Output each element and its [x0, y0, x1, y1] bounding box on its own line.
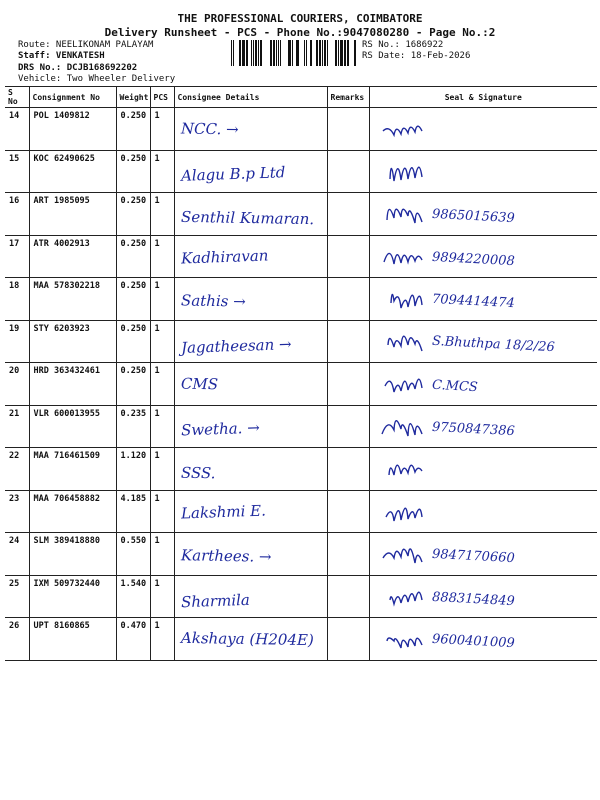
- row-sno: 14: [5, 108, 29, 151]
- company-title: THE PROFESSIONAL COURIERS, COIMBATORE: [177, 12, 423, 25]
- row-signature: [369, 490, 597, 533]
- runsheet-table: [5, 87, 597, 661]
- row-pcs: 1: [150, 108, 174, 151]
- barcode-bar: [322, 40, 323, 66]
- row-pcs: 1: [150, 278, 174, 321]
- row-sno: 15: [5, 150, 29, 193]
- row-consignee: [174, 448, 327, 491]
- row-signature: [369, 533, 597, 576]
- row-consignment-no: HRD 363432461: [29, 363, 116, 406]
- table-row: [5, 108, 597, 151]
- barcode: [228, 40, 356, 66]
- row-consignee: [174, 490, 327, 533]
- row-consignee: [174, 405, 327, 448]
- rs-no-label: RS No.: 1686922: [362, 40, 444, 50]
- table-row: [5, 320, 597, 363]
- barcode-bar: [258, 40, 259, 66]
- row-consignment-no: STY 6203923: [29, 320, 116, 363]
- barcode-bar: [233, 40, 234, 66]
- barcode-bar: [246, 40, 248, 66]
- row-remarks: [327, 150, 369, 193]
- row-signature: [369, 448, 597, 491]
- table-row: [5, 405, 597, 448]
- row-weight: 1.540: [116, 575, 150, 618]
- barcode-bar: [280, 40, 281, 66]
- row-remarks: [327, 108, 369, 151]
- row-consignment-no: ATR 4002913: [29, 235, 116, 278]
- row-consignment-no: VLR 600013955: [29, 405, 116, 448]
- row-pcs: 1: [150, 150, 174, 193]
- col-sno: S No: [5, 87, 29, 108]
- col-weight: Weight: [116, 87, 150, 108]
- row-sno: 19: [5, 320, 29, 363]
- row-weight: 0.250: [116, 320, 150, 363]
- row-pcs: 1: [150, 320, 174, 363]
- row-pcs: 1: [150, 575, 174, 618]
- col-seal: Seal & Signature: [369, 87, 597, 108]
- barcode-bar: [319, 40, 321, 66]
- row-pcs: 1: [150, 235, 174, 278]
- row-signature: [369, 575, 597, 618]
- row-consignee: [174, 193, 327, 236]
- row-sno: 20: [5, 363, 29, 406]
- row-pcs: 1: [150, 533, 174, 576]
- row-weight: 0.250: [116, 150, 150, 193]
- row-consignment-no: KOC 62490625: [29, 150, 116, 193]
- barcode-bar: [276, 40, 277, 66]
- row-remarks: [327, 320, 369, 363]
- row-weight: 1.120: [116, 448, 150, 491]
- row-remarks: [327, 405, 369, 448]
- rs-date-label: RS Date: 18-Feb-2026: [362, 51, 471, 61]
- col-pcs: PCS: [150, 87, 174, 108]
- row-signature: [369, 235, 597, 278]
- handwritten-seal-text: 9894220008: [431, 249, 515, 269]
- row-sno: 25: [5, 575, 29, 618]
- route-label: Route: NEELIKONAM PALAYAM: [18, 40, 154, 50]
- runsheet-subtitle: Delivery Runsheet - PCS - Phone No.:9047080280 - Page No.:2: [104, 26, 496, 39]
- row-sno: 18: [5, 278, 29, 321]
- row-consignment-no: SLM 389418880: [29, 533, 116, 576]
- barcode-bar: [292, 40, 293, 66]
- table-row: [5, 448, 597, 491]
- row-remarks: [327, 533, 369, 576]
- barcode-bar: [310, 40, 312, 66]
- handwritten-seal-text: 9750847386: [431, 419, 515, 439]
- row-pcs: 1: [150, 193, 174, 236]
- staff-label: Staff: VENKATESH: [18, 51, 105, 61]
- col-consignment: Consignment No: [29, 87, 116, 108]
- row-remarks: [327, 575, 369, 618]
- barcode-bar: [251, 40, 252, 66]
- row-sno: 16: [5, 193, 29, 236]
- row-signature: [369, 618, 597, 661]
- barcode-bar: [335, 40, 337, 66]
- row-consignee: [174, 575, 327, 618]
- row-pcs: 1: [150, 448, 174, 491]
- row-consignment-no: MAA 716461509: [29, 448, 116, 491]
- row-consignment-no: MAA 706458882: [29, 490, 116, 533]
- drs-label: DRS No.: DCJB168692202: [18, 63, 138, 73]
- row-consignment-no: IXM 509732440: [29, 575, 116, 618]
- row-consignment-no: POL 1409812: [29, 108, 116, 151]
- vehicle-label: Vehicle: Two Wheeler Delivery: [18, 74, 176, 84]
- barcode-bar: [316, 40, 318, 66]
- row-consignee: [174, 235, 327, 278]
- table-row: [5, 278, 597, 321]
- row-sno: 21: [5, 405, 29, 448]
- row-signature: [369, 363, 597, 406]
- barcode-bar: [288, 40, 291, 66]
- row-consignment-no: UPT 8160865: [29, 618, 116, 661]
- row-pcs: 1: [150, 405, 174, 448]
- handwritten-consignee: Sathis →: [180, 291, 246, 311]
- handwritten-seal-text: 9847170660: [431, 546, 515, 567]
- signature-scribble: [370, 108, 590, 148]
- barcode-bar: [324, 40, 326, 66]
- table-row: [5, 235, 597, 278]
- barcode-bar: [344, 40, 346, 66]
- signature-scribble: [370, 363, 590, 403]
- signature-scribble: [370, 448, 590, 488]
- row-weight: 0.250: [116, 363, 150, 406]
- row-signature: [369, 193, 597, 236]
- handwritten-consignee: CMS: [180, 374, 218, 394]
- signature-scribble: [370, 151, 590, 191]
- barcode-bar: [239, 40, 241, 66]
- handwritten-consignee: Sharmila: [180, 590, 250, 611]
- handwritten-consignee: Karthees. →: [180, 546, 272, 566]
- barcode-bar: [354, 40, 356, 66]
- table-row: [5, 193, 597, 236]
- row-signature: [369, 278, 597, 321]
- row-consignee: [174, 108, 327, 151]
- barcode-bar: [242, 40, 245, 66]
- row-sno: 26: [5, 618, 29, 661]
- col-remarks: Remarks: [327, 87, 369, 108]
- row-weight: 0.250: [116, 235, 150, 278]
- row-consignment-no: MAA 578302218: [29, 278, 116, 321]
- barcode-bar: [327, 40, 328, 66]
- handwritten-consignee: Akshaya (H204E): [180, 628, 314, 650]
- handwritten-consignee: Jagatheesan →: [180, 334, 292, 357]
- barcode-bar: [304, 40, 305, 66]
- row-weight: 0.250: [116, 278, 150, 321]
- row-consignee: [174, 320, 327, 363]
- row-consignee: [174, 278, 327, 321]
- row-pcs: 1: [150, 490, 174, 533]
- row-consignment-no: ART 1985095: [29, 193, 116, 236]
- row-sno: 17: [5, 235, 29, 278]
- barcode-bar: [231, 40, 232, 66]
- handwritten-seal-text: 8883154849: [431, 589, 515, 609]
- row-remarks: [327, 448, 369, 491]
- table-header-row: [5, 87, 597, 108]
- handwritten-consignee: SSS.: [180, 463, 216, 483]
- row-consignee: [174, 533, 327, 576]
- row-weight: 4.185: [116, 490, 150, 533]
- row-signature: [369, 150, 597, 193]
- row-pcs: 1: [150, 363, 174, 406]
- barcode-bar: [278, 40, 279, 66]
- row-signature: [369, 405, 597, 448]
- row-remarks: [327, 363, 369, 406]
- barcode-bar: [260, 40, 262, 66]
- row-weight: 0.235: [116, 405, 150, 448]
- signature-scribble: [370, 491, 590, 531]
- table-row: [5, 150, 597, 193]
- barcode-bar: [296, 40, 299, 66]
- handwritten-consignee: Swetha. →: [180, 418, 260, 439]
- row-pcs: 1: [150, 618, 174, 661]
- row-consignee: [174, 618, 327, 661]
- row-sno: 22: [5, 448, 29, 491]
- row-signature: [369, 108, 597, 151]
- row-remarks: [327, 490, 369, 533]
- barcode-bar: [347, 40, 349, 66]
- row-consignee: [174, 150, 327, 193]
- row-weight: 0.550: [116, 533, 150, 576]
- handwritten-seal-text: 7094414474: [431, 291, 515, 312]
- row-weight: 0.250: [116, 193, 150, 236]
- row-signature: [369, 320, 597, 363]
- row-sno: 24: [5, 533, 29, 576]
- handwritten-consignee: Kadhiravan: [180, 245, 269, 268]
- row-remarks: [327, 618, 369, 661]
- handwritten-seal-text: 9865015639: [431, 206, 515, 227]
- row-remarks: [327, 278, 369, 321]
- handwritten-consignee: Senthil Kumaran.: [180, 207, 314, 229]
- handwritten-consignee: Alagu B.p Ltd: [180, 162, 286, 185]
- table-row: [5, 363, 597, 406]
- row-sno: 23: [5, 490, 29, 533]
- col-consignee: Consignee Details: [174, 87, 327, 108]
- handwritten-consignee: NCC. →: [180, 119, 239, 139]
- handwritten-consignee: Lakshmi E.: [180, 501, 266, 522]
- barcode-bar: [270, 40, 272, 66]
- barcode-bar: [255, 40, 257, 66]
- row-weight: 0.470: [116, 618, 150, 661]
- row-remarks: [327, 193, 369, 236]
- barcode-bar: [306, 40, 307, 66]
- barcode-bar: [253, 40, 254, 66]
- row-remarks: [327, 235, 369, 278]
- barcode-bar: [338, 40, 339, 66]
- row-weight: 0.250: [116, 108, 150, 151]
- handwritten-seal-text: 9600401009: [431, 631, 515, 652]
- row-consignee: [174, 363, 327, 406]
- table-row: [5, 575, 597, 618]
- handwritten-seal-text: S.Bhuthpa 18/2/26: [431, 333, 555, 355]
- barcode-bar: [273, 40, 275, 66]
- barcode-bar: [340, 40, 343, 66]
- table-row: [5, 618, 597, 661]
- handwritten-seal-text: C.MCS: [431, 377, 478, 396]
- table-row: [5, 490, 597, 533]
- table-row: [5, 533, 597, 576]
